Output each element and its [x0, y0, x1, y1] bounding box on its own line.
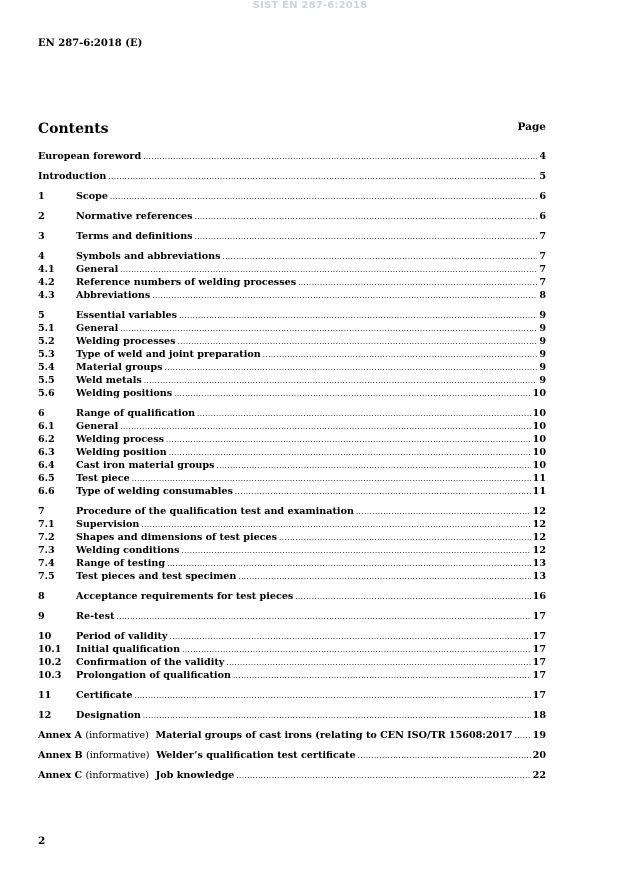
- toc-dot-leader: [134, 690, 530, 703]
- toc-entry[interactable]: [38, 230, 546, 243]
- annex-prefix: Annex C: [38, 770, 83, 781]
- toc-entry-number: 5: [38, 310, 45, 321]
- toc-entry-number: 6.2: [38, 434, 55, 445]
- toc-entry[interactable]: [38, 190, 546, 203]
- toc-entry-number: 3: [38, 231, 45, 242]
- toc-entry[interactable]: [38, 630, 546, 643]
- toc-entry-label: Welding processes: [76, 336, 176, 347]
- toc-entry-number: 5.6: [38, 388, 55, 399]
- toc-entry-page: 9: [539, 336, 546, 347]
- toc-entry-label: Material groups: [76, 362, 163, 373]
- toc-entry-page: 17: [532, 611, 546, 622]
- toc-entry-page: 17: [532, 657, 546, 668]
- toc-entry-page: 9: [539, 323, 546, 334]
- annex-informative-tag: (informative): [85, 770, 150, 781]
- annex-title: Welder’s qualification test certificate: [156, 750, 356, 761]
- toc-entry-number: 11: [38, 690, 52, 701]
- toc-entry-page: 10: [532, 388, 546, 399]
- toc-entry-page: 17: [532, 631, 546, 642]
- toc-entry-number: 7: [38, 506, 45, 517]
- toc-entry[interactable]: [38, 709, 546, 722]
- toc-entry-number: 6.1: [38, 421, 55, 432]
- toc-entry[interactable]: [38, 276, 546, 289]
- toc-entry-label: Welding positions: [76, 388, 173, 399]
- toc-entry-number: 6.4: [38, 460, 55, 471]
- toc-entry[interactable]: [38, 250, 546, 263]
- toc-entry-page: 12: [532, 506, 546, 517]
- toc-entry[interactable]: [38, 531, 546, 544]
- toc-entry-label: Type of weld and joint preparation: [76, 349, 261, 360]
- toc-entry-label: Test piece: [76, 473, 130, 484]
- toc-entry[interactable]: [38, 150, 546, 163]
- toc-entry[interactable]: [38, 557, 546, 570]
- toc-entry-page: 17: [532, 644, 546, 655]
- toc-annex-entry[interactable]: [38, 769, 546, 782]
- toc-entry-label: Normative references: [76, 211, 193, 222]
- toc-entry[interactable]: [38, 446, 546, 459]
- toc-entry-label: Essential variables: [76, 310, 178, 321]
- toc-entry-label: Confirmation of the validity: [76, 657, 225, 668]
- toc-entry-number: 1: [38, 191, 45, 202]
- toc-entry-page: 18: [532, 710, 546, 721]
- toc-entry-label: Period of validity: [76, 631, 168, 642]
- toc-entry-label: Welding position: [76, 447, 167, 458]
- toc-entry-page: 17: [532, 670, 546, 681]
- toc-entry[interactable]: [38, 505, 546, 518]
- toc-entry-page: 17: [532, 690, 546, 701]
- toc-entry[interactable]: [38, 590, 546, 603]
- toc-entry-label: Reference numbers of welding processes: [76, 277, 297, 288]
- toc-entry-number: 9: [38, 611, 45, 622]
- toc-entry-label: Test pieces and test specimen: [76, 571, 237, 582]
- toc-dot-leader: [108, 171, 537, 184]
- toc-entry[interactable]: [38, 170, 546, 183]
- toc-entry-label: Shapes and dimensions of test pieces: [76, 532, 278, 543]
- toc-entry-label: Abbreviations: [76, 290, 151, 301]
- toc-entry-number: 5.5: [38, 375, 55, 386]
- toc-entry-number: 5.3: [38, 349, 55, 360]
- toc-entry-number: 4.3: [38, 290, 55, 301]
- toc-entry-page: 7: [539, 251, 546, 262]
- toc-entry-page: 13: [532, 558, 546, 569]
- toc-entry-page: 20: [532, 750, 546, 761]
- toc-entry-page: 12: [532, 545, 546, 556]
- toc-entry-page: 9: [539, 349, 546, 360]
- toc-entry-page: 12: [532, 519, 546, 530]
- toc-entry[interactable]: [38, 348, 546, 361]
- toc-entry-number: 10: [38, 631, 52, 642]
- toc-entry[interactable]: [38, 689, 546, 702]
- annex-title: Material groups of cast irons (relating to CEN ISO/TR 15608:2017: [155, 730, 513, 741]
- page-number: 2: [38, 835, 46, 847]
- toc-entry-page: 22: [532, 770, 546, 781]
- toc-entry[interactable]: [38, 210, 546, 223]
- annex-informative-tag: (informative): [86, 750, 150, 761]
- toc-entry-label: Range of testing: [76, 558, 166, 569]
- toc-dot-leader: [195, 231, 538, 244]
- toc-annex-entry[interactable]: [38, 749, 546, 762]
- toc-entry-label: Certificate: [76, 690, 133, 701]
- toc-entry[interactable]: [38, 610, 546, 623]
- toc-entry[interactable]: [38, 433, 546, 446]
- toc-entry-page: 9: [539, 375, 546, 386]
- toc-dot-leader: [358, 750, 531, 763]
- annex-prefix: Annex B: [38, 750, 83, 761]
- toc-entry-page: 6: [539, 191, 546, 202]
- toc-entry-page: 16: [532, 591, 546, 602]
- toc-entry[interactable]: [38, 459, 546, 472]
- toc-entry-number: 4: [38, 251, 45, 262]
- toc-entry[interactable]: [38, 309, 546, 322]
- toc-entry-page: 12: [532, 532, 546, 543]
- toc-entry-page: 10: [532, 447, 546, 458]
- toc-entry-number: 2: [38, 211, 45, 222]
- toc-page-column-label: Page: [517, 121, 546, 133]
- toc-dot-leader: [515, 730, 531, 743]
- toc-dot-leader: [238, 571, 530, 584]
- toc-entry-number: 6.5: [38, 473, 55, 484]
- toc-entry[interactable]: [38, 669, 546, 682]
- annex-prefix: Annex A: [38, 730, 83, 741]
- toc-entry-label: Terms and definitions: [76, 231, 193, 242]
- toc-entry[interactable]: [38, 643, 546, 656]
- toc-entry[interactable]: [38, 518, 546, 531]
- toc-entry-page: 19: [532, 730, 546, 741]
- toc-entry[interactable]: [38, 485, 546, 498]
- toc-entry[interactable]: [38, 263, 546, 276]
- toc-dot-leader: [116, 611, 530, 624]
- annex-title: Job knowledge: [155, 770, 235, 781]
- toc-entry-number: 4.2: [38, 277, 55, 288]
- toc-dot-leader: [174, 388, 531, 401]
- toc-entry-number: 5.2: [38, 336, 55, 347]
- toc-entry-page: 4: [539, 151, 546, 162]
- toc-entry[interactable]: [38, 420, 546, 433]
- toc-entry-number: 12: [38, 710, 52, 721]
- toc-entry-page: 10: [532, 434, 546, 445]
- toc-entry-number: 7.1: [38, 519, 55, 530]
- toc-entry-number: 7.3: [38, 545, 55, 556]
- toc-entry-page: 8: [539, 290, 546, 301]
- toc-entry-label: Supervision: [76, 519, 140, 530]
- toc-dot-leader: [295, 591, 530, 604]
- toc-entry-number: 6.3: [38, 447, 55, 458]
- toc-entry-page: 6: [539, 211, 546, 222]
- toc-dot-leader: [110, 191, 537, 204]
- toc-entry-page: 11: [532, 473, 546, 484]
- toc-entry[interactable]: [38, 570, 546, 583]
- toc-entry-label: Designation: [76, 710, 141, 721]
- toc-entry-page: 7: [539, 231, 546, 242]
- toc-entry-number: 7.5: [38, 571, 55, 582]
- toc-entry-label: Type of welding consumables: [76, 486, 233, 497]
- toc-entry-label: General: [76, 264, 119, 275]
- toc-entry-number: 10.2: [38, 657, 62, 668]
- annex-informative-tag: (informative): [85, 730, 149, 741]
- toc-entry-page: 10: [532, 408, 546, 419]
- toc-entry-number: 10.1: [38, 644, 62, 655]
- toc-entry-page: 10: [532, 460, 546, 471]
- toc-entry-label: European foreword: [38, 151, 142, 162]
- toc-annex-entry[interactable]: [38, 729, 546, 742]
- toc-entry[interactable]: [38, 407, 546, 420]
- toc-entry-label: General: [76, 323, 119, 334]
- toc-entry[interactable]: [38, 322, 546, 335]
- toc-entry-label: Re-test: [76, 611, 115, 622]
- toc-entry-label: Introduction: [38, 171, 107, 182]
- toc-dot-leader: [195, 211, 538, 224]
- toc-entry-number: 10.3: [38, 670, 62, 681]
- toc-entry-number: 5.4: [38, 362, 55, 373]
- toc-entry[interactable]: [38, 387, 546, 400]
- toc-entry-label: Procedure of the qualification test and examination: [76, 506, 354, 517]
- toc-entry-page: 5: [539, 171, 546, 182]
- toc-entry[interactable]: [38, 335, 546, 348]
- toc-entry-page: 7: [539, 277, 546, 288]
- toc-dot-leader: [235, 486, 531, 499]
- toc-entry[interactable]: [38, 289, 546, 302]
- toc-entry-label: Initial qualification: [76, 644, 181, 655]
- toc-entry-label: Weld metals: [76, 375, 142, 386]
- toc-header: [38, 118, 546, 137]
- toc-entry-label: General: [76, 421, 119, 432]
- watermark: SIST EN 287-6:2018: [252, 0, 368, 11]
- toc-entry-label: Scope: [76, 191, 108, 202]
- toc-entry[interactable]: [38, 361, 546, 374]
- toc-entry-number: 6: [38, 408, 45, 419]
- toc-dot-leader: [143, 710, 531, 723]
- toc-entry-page: 11: [532, 486, 546, 497]
- toc-entry-page: 9: [539, 362, 546, 373]
- toc-entry[interactable]: [38, 544, 546, 557]
- toc-dot-leader: [152, 290, 537, 303]
- toc-entry-number: 7.4: [38, 558, 55, 569]
- toc-entry[interactable]: [38, 374, 546, 387]
- toc-entry-label: Range of qualification: [76, 408, 196, 419]
- toc-entry[interactable]: [38, 656, 546, 669]
- toc-dot-leader: [236, 770, 530, 783]
- toc-dot-leader: [143, 151, 537, 164]
- document-id: EN 287-6:2018 (E): [38, 38, 143, 49]
- toc-entry-label: Prolongation of qualification: [76, 670, 231, 681]
- toc-entry-number: 4.1: [38, 264, 55, 275]
- toc-entry-label: Welding conditions: [76, 545, 180, 556]
- toc-entry-page: 13: [532, 571, 546, 582]
- toc-entry-label: Acceptance requirements for test pieces: [76, 591, 294, 602]
- toc-entry-label: Symbols and abbreviations: [76, 251, 221, 262]
- toc-entry-number: 5.1: [38, 323, 55, 334]
- toc-entry-label: Welding process: [76, 434, 165, 445]
- toc-entry-number: 6.6: [38, 486, 55, 497]
- toc-entry-page: 7: [539, 264, 546, 275]
- toc-entry-label: Cast iron material groups: [76, 460, 215, 471]
- toc-entry-number: 8: [38, 591, 45, 602]
- toc-title: Contents: [38, 121, 109, 137]
- toc-dot-leader: [233, 670, 531, 683]
- toc-entry-page: 9: [539, 310, 546, 321]
- toc-entry[interactable]: [38, 472, 546, 485]
- toc-entry-number: 7.2: [38, 532, 55, 543]
- toc-entry-page: 10: [532, 421, 546, 432]
